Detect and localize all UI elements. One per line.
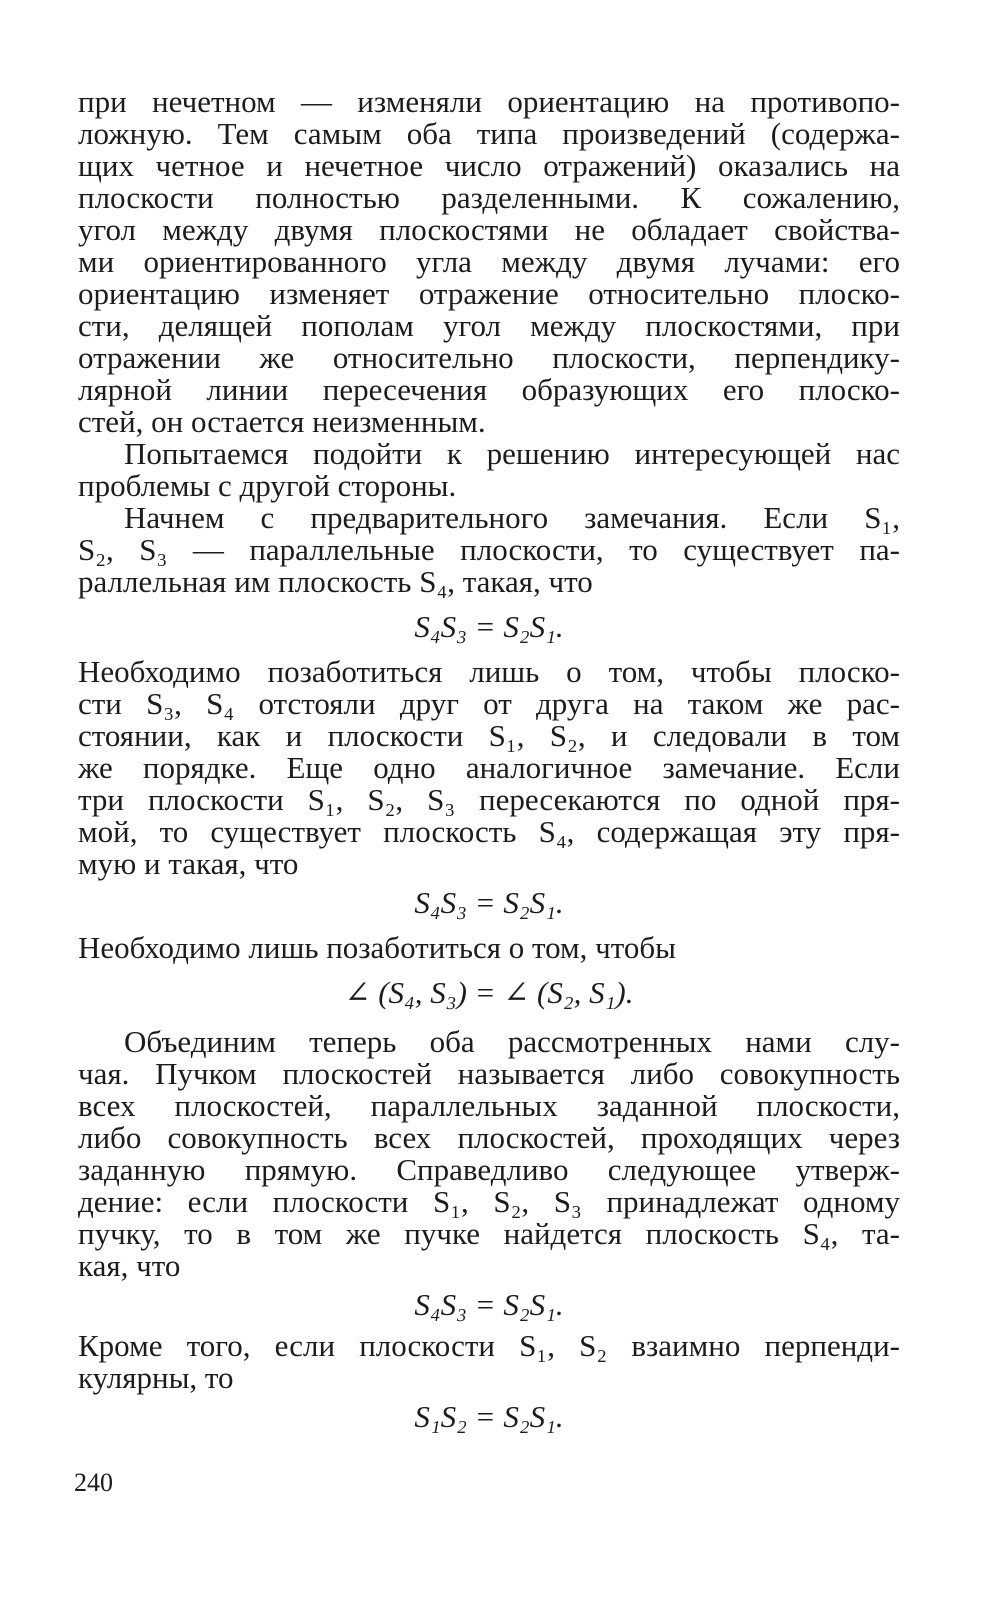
text-line: щих четное и нечетное число отражений) оказались на — [78, 148, 900, 183]
text-line: сти S₃, S₄ отстояли друг от друга на таком же рас- — [78, 686, 900, 721]
equation: S₄S₃ = S₂S₁. — [414, 609, 564, 644]
text-line: мую и такая, что — [78, 846, 299, 881]
equation: S₄S₃ = S₂S₁. — [414, 1287, 564, 1322]
text-line: S₂, S₃ — параллельные плоскости, то существует па- — [78, 532, 900, 567]
text-line: стей, он остается неизменным. — [78, 404, 486, 439]
text-line: Объединим теперь оба рассмотренных нами слу- — [124, 1024, 900, 1059]
text-line: отражении же относительно плоскости, перпендику- — [78, 340, 900, 375]
text-line: Попытаемся подойти к решению интересующей нас — [124, 436, 900, 471]
text-line: стоянии, как и плоскости S₁, S₂, и следовали в том — [78, 718, 900, 753]
text-line: Необходимо лишь позаботиться о том, чтобы — [78, 930, 677, 965]
text-line: Необходимо позаботиться лишь о том, чтобы плоско- — [78, 654, 900, 689]
text-line: угол между двумя плоскостями не обладает свойства- — [78, 212, 900, 247]
text-line: кая, что — [78, 1248, 181, 1283]
text-line: либо совокупность всех плоскостей, проходящих через — [78, 1120, 900, 1155]
equation: ∠ (S₄, S₃) = ∠ (S₂, S₁). — [344, 975, 634, 1010]
text-line: дение: если плоскости S₁, S₂, S₃ принадлежат одному — [78, 1184, 900, 1219]
text-line: ориентацию изменяет отражение относительно плоско- — [78, 276, 900, 311]
text-line: проблемы с другой стороны. — [78, 468, 457, 503]
text-line: ложную. Тем самым оба типа произведений (содержа- — [78, 116, 900, 151]
text-line: чая. Пучком плоскостей называется либо совокупность — [78, 1056, 900, 1091]
text-line: Начнем с предварительного замечания. Если S₁, — [124, 500, 900, 535]
page-number: 240 — [74, 1468, 113, 1497]
text-line: кулярны, то — [78, 1360, 234, 1395]
text-line: ми ориентированного угла между двумя лучами: его — [78, 244, 900, 279]
equation: S₁S₂ = S₂S₁. — [414, 1399, 564, 1434]
text-line: заданную прямую. Справедливо следующее утверж- — [78, 1152, 900, 1187]
text-line: мой, то существует плоскость S₄, содержащая эту пря- — [78, 814, 900, 849]
text-line: три плоскости S₁, S₂, S₃ пересекаются по одной пря- — [78, 782, 900, 817]
text-line: плоскости полностью разделенными. К сожалению, — [78, 180, 900, 215]
text-line: раллельная им плоскость S₄, такая, что — [78, 564, 593, 599]
equation: S₄S₃ = S₂S₁. — [414, 885, 564, 920]
text-line: при нечетном — изменяли ориентацию на противопо- — [78, 84, 900, 119]
text-line: же порядке. Еще одно аналогичное замечание. Если — [78, 750, 900, 785]
text-line: лярной линии пересечения образующих его плоско- — [78, 372, 900, 407]
text-line: пучку, то в том же пучке найдется плоскость S₄, та- — [78, 1216, 900, 1251]
text-line: сти, делящей пополам угол между плоскостями, при — [78, 308, 900, 343]
page-text — [78, 86, 900, 1434]
text-line: Кроме того, если плоскости S₁, S₂ взаимно перпенди- — [78, 1328, 900, 1363]
text-line: всех плоскостей, параллельных заданной плоскости, — [78, 1088, 900, 1123]
